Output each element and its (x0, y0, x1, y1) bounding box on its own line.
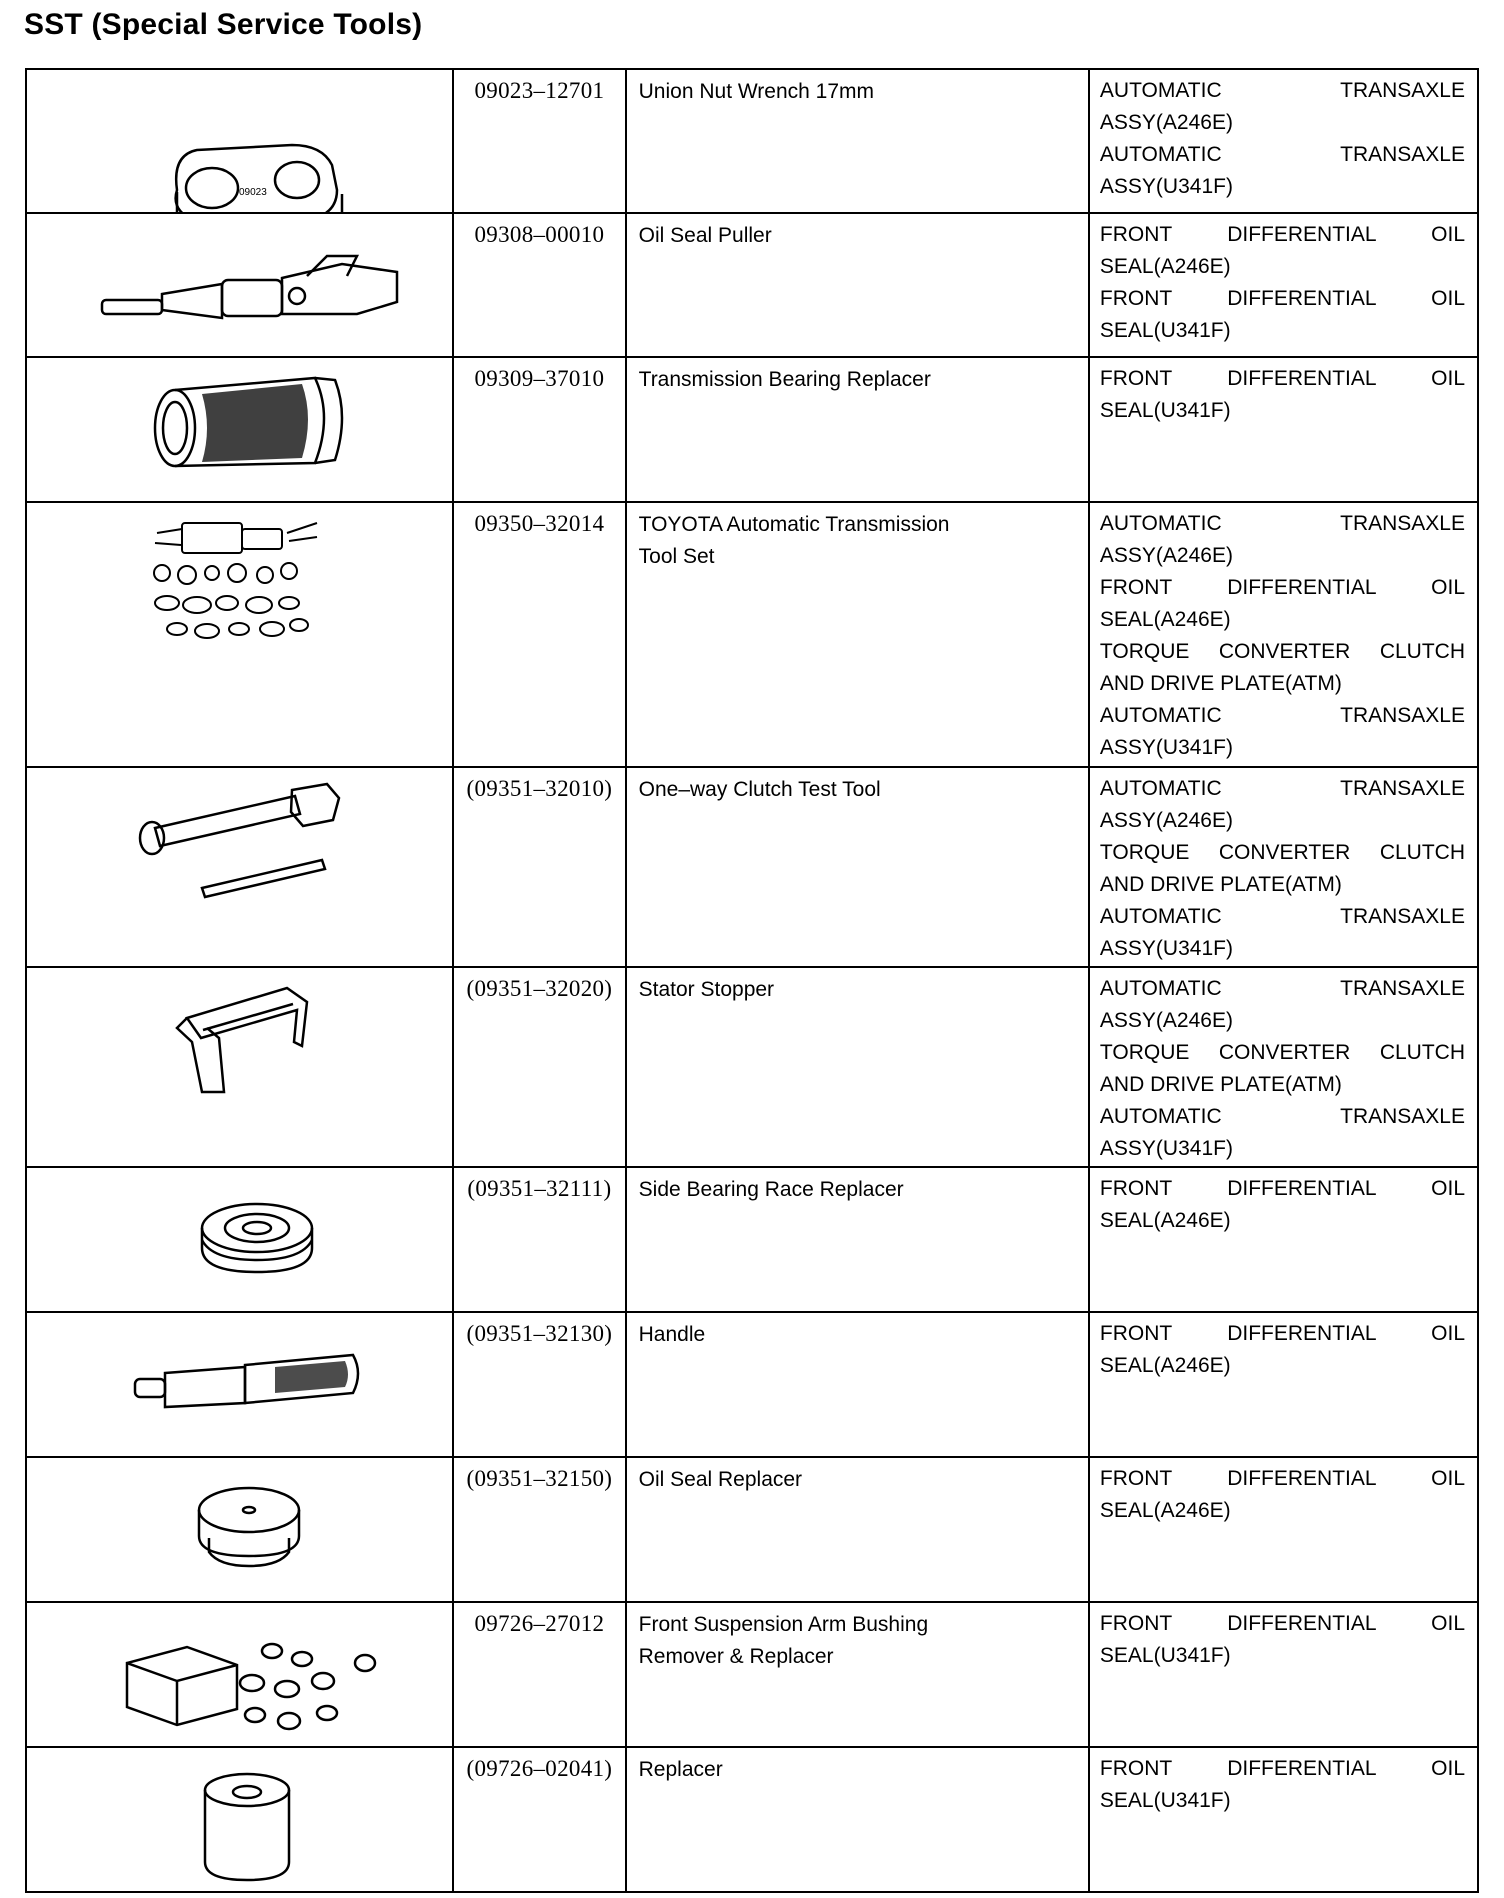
part-number-cell (453, 1312, 625, 1457)
page-title: SST (Special Service Tools) (24, 8, 423, 41)
usage-cell (1089, 767, 1478, 967)
tool-name-cell (626, 1167, 1089, 1312)
tool-image-cell (26, 213, 453, 357)
usage-cell (1089, 1747, 1478, 1892)
usage-list (1090, 70, 1477, 203)
usage-line: SEAL(A246E) (1099, 1499, 1231, 1522)
tool-name (627, 214, 1088, 252)
part-number-cell (453, 1457, 625, 1602)
usage-line: SEAL(U341F) (1099, 319, 1231, 342)
tool-name (627, 968, 1088, 1006)
usage-list (1090, 1168, 1477, 1237)
usage-list (1090, 968, 1477, 1165)
tool-set-icon (27, 503, 451, 773)
union-nut-wrench-icon (27, 70, 451, 219)
usage-line: AUTOMATIC TRANSAXLE (1099, 704, 1465, 727)
usage-line: SEAL(U341F) (1099, 1789, 1231, 1812)
tool-name-cell (626, 1602, 1089, 1747)
part-number: 09726–27012 (474, 1611, 605, 1636)
tool-name (627, 1748, 1088, 1786)
usage-cell (1089, 502, 1478, 767)
tool-name (627, 1313, 1088, 1351)
handle-icon (27, 1313, 451, 1463)
usage-cell (1089, 967, 1478, 1167)
tool-name-line: TOYOTA Automatic Transmission (638, 513, 950, 536)
part-number-cell (453, 1747, 625, 1892)
tool-row (26, 69, 1478, 213)
tool-image-cell (26, 1747, 453, 1892)
tool-name-cell (626, 967, 1089, 1167)
sst-table (25, 68, 1479, 1893)
tool-name-cell (626, 1747, 1089, 1892)
usage-line: TORQUE CONVERTER CLUTCH (1099, 1041, 1465, 1064)
tool-name (627, 1458, 1088, 1496)
usage-line: SEAL(A246E) (1099, 1354, 1231, 1377)
usage-line: FRONT DIFFERENTIAL OIL (1099, 1757, 1465, 1780)
usage-line: SEAL(U341F) (1099, 399, 1231, 422)
tool-row (26, 767, 1478, 967)
part-number: (09351–32010) (466, 776, 613, 801)
usage-line: ASSY(A246E) (1099, 809, 1233, 832)
tool-name (627, 358, 1088, 396)
usage-line: FRONT DIFFERENTIAL OIL (1099, 1612, 1465, 1635)
usage-line: AUTOMATIC TRANSAXLE (1099, 977, 1465, 1000)
usage-list (1090, 214, 1477, 347)
usage-line: AUTOMATIC TRANSAXLE (1099, 1105, 1465, 1128)
usage-line: FRONT DIFFERENTIAL OIL (1099, 1467, 1465, 1490)
tool-name (627, 1603, 1088, 1673)
replacer-icon (27, 1748, 451, 1898)
tool-image-cell (26, 1457, 453, 1602)
tool-image-cell (26, 1167, 453, 1312)
tool-name-line: Union Nut Wrench 17mm (638, 80, 875, 103)
tool-image-cell (26, 1602, 453, 1747)
usage-line: ASSY(A246E) (1099, 544, 1233, 567)
part-number: 09309–37010 (474, 366, 605, 391)
part-number: 09350–32014 (474, 511, 605, 536)
usage-cell (1089, 213, 1478, 357)
usage-list (1090, 1748, 1477, 1817)
usage-line: SEAL(U341F) (1099, 1644, 1231, 1667)
tool-row (26, 357, 1478, 502)
usage-list (1090, 1313, 1477, 1382)
tool-row (26, 502, 1478, 767)
part-number: (09351–32020) (466, 976, 613, 1001)
tool-name (627, 768, 1088, 806)
usage-list (1090, 503, 1477, 764)
tool-name-line: Front Suspension Arm Bushing (638, 1613, 929, 1636)
part-number: (09726–02041) (466, 1756, 613, 1781)
part-number: (09351–32111) (467, 1176, 612, 1201)
usage-line: TORQUE CONVERTER CLUTCH (1099, 640, 1465, 663)
tool-name-line: Replacer (638, 1758, 723, 1781)
tool-image-cell (26, 357, 453, 502)
usage-line: AUTOMATIC TRANSAXLE (1099, 905, 1465, 928)
tool-name-cell (626, 767, 1089, 967)
usage-line: ASSY(U341F) (1099, 736, 1233, 759)
usage-line: ASSY(U341F) (1099, 937, 1233, 960)
tool-image-cell (26, 967, 453, 1167)
part-number-cell (453, 1602, 625, 1747)
usage-line: SEAL(A246E) (1099, 1209, 1231, 1232)
part-number-cell (453, 767, 625, 967)
tool-name-cell (626, 502, 1089, 767)
svg-text:09023: 09023 (239, 187, 267, 198)
usage-line: FRONT DIFFERENTIAL OIL (1099, 1177, 1465, 1200)
bushing-remover-set-icon (27, 1603, 451, 1753)
bearing-replacer-icon (27, 358, 451, 508)
usage-line: AND DRIVE PLATE(ATM) (1099, 873, 1342, 896)
part-number: (09351–32130) (466, 1321, 613, 1346)
usage-cell (1089, 69, 1478, 213)
race-replacer-icon (27, 1168, 451, 1318)
tool-name-line: Side Bearing Race Replacer (638, 1178, 904, 1201)
tool-row (26, 1747, 1478, 1892)
tool-row (26, 1457, 1478, 1602)
part-number-cell (453, 357, 625, 502)
part-number-cell (453, 967, 625, 1167)
usage-line: AND DRIVE PLATE(ATM) (1099, 1073, 1342, 1096)
usage-line: AND DRIVE PLATE(ATM) (1099, 672, 1342, 695)
tool-name-line: Stator Stopper (638, 978, 775, 1001)
usage-line: TORQUE CONVERTER CLUTCH (1099, 841, 1465, 864)
usage-line: FRONT DIFFERENTIAL OIL (1099, 1322, 1465, 1345)
oil-seal-puller-icon (27, 214, 451, 363)
usage-line: ASSY(A246E) (1099, 1009, 1233, 1032)
tool-name (627, 70, 1088, 108)
usage-line: AUTOMATIC TRANSAXLE (1099, 143, 1465, 166)
part-number: 09023–12701 (474, 78, 605, 103)
tool-name-cell (626, 1312, 1089, 1457)
tool-name-line: Tool Set (638, 545, 715, 568)
tool-name-line: One–way Clutch Test Tool (638, 778, 881, 801)
part-number-cell (453, 1167, 625, 1312)
tool-name-cell (626, 213, 1089, 357)
tool-row (26, 213, 1478, 357)
usage-line: FRONT DIFFERENTIAL OIL (1099, 367, 1465, 390)
tool-name-line: Oil Seal Puller (638, 224, 772, 247)
usage-line: SEAL(A246E) (1099, 608, 1231, 631)
usage-cell (1089, 1602, 1478, 1747)
tool-name-cell (626, 1457, 1089, 1602)
usage-cell (1089, 1167, 1478, 1312)
tool-row (26, 967, 1478, 1167)
usage-cell (1089, 1457, 1478, 1602)
tool-image-cell (26, 502, 453, 767)
usage-line: FRONT DIFFERENTIAL OIL (1099, 287, 1465, 310)
part-number: 09308–00010 (474, 222, 605, 247)
usage-line: ASSY(A246E) (1099, 111, 1233, 134)
usage-line: SEAL(A246E) (1099, 255, 1231, 278)
usage-line: AUTOMATIC TRANSAXLE (1099, 777, 1465, 800)
tool-name-cell (626, 69, 1089, 213)
stator-stopper-icon (27, 968, 451, 1173)
tool-name-cell (626, 357, 1089, 502)
tool-image-cell (26, 767, 453, 967)
part-number-cell (453, 502, 625, 767)
part-number: (09351–32150) (466, 1466, 613, 1491)
usage-cell (1089, 1312, 1478, 1457)
usage-list (1090, 768, 1477, 965)
tool-name-line: Handle (638, 1323, 706, 1346)
usage-list (1090, 1458, 1477, 1527)
tool-name-line: Transmission Bearing Replacer (638, 368, 931, 391)
tool-row (26, 1312, 1478, 1457)
tool-name (627, 503, 1088, 573)
usage-line: FRONT DIFFERENTIAL OIL (1099, 223, 1465, 246)
usage-list (1090, 358, 1477, 427)
part-number-cell (453, 213, 625, 357)
tool-image-cell (26, 1312, 453, 1457)
oil-seal-replacer-icon (27, 1458, 451, 1608)
usage-line: FRONT DIFFERENTIAL OIL (1099, 576, 1465, 599)
usage-line: ASSY(U341F) (1099, 1137, 1233, 1160)
usage-cell (1089, 357, 1478, 502)
sst-table-body (26, 69, 1478, 1892)
tool-name-line: Oil Seal Replacer (638, 1468, 803, 1491)
usage-line: ASSY(U341F) (1099, 175, 1233, 198)
tool-row (26, 1167, 1478, 1312)
tool-row (26, 1602, 1478, 1747)
tool-image-cell (26, 69, 453, 213)
usage-line: AUTOMATIC TRANSAXLE (1099, 79, 1465, 102)
usage-list (1090, 1603, 1477, 1672)
tool-name (627, 1168, 1088, 1206)
clutch-test-tool-icon (27, 768, 451, 973)
part-number-cell (453, 69, 625, 213)
usage-line: AUTOMATIC TRANSAXLE (1099, 512, 1465, 535)
tool-name-line: Remover & Replacer (638, 1645, 834, 1668)
